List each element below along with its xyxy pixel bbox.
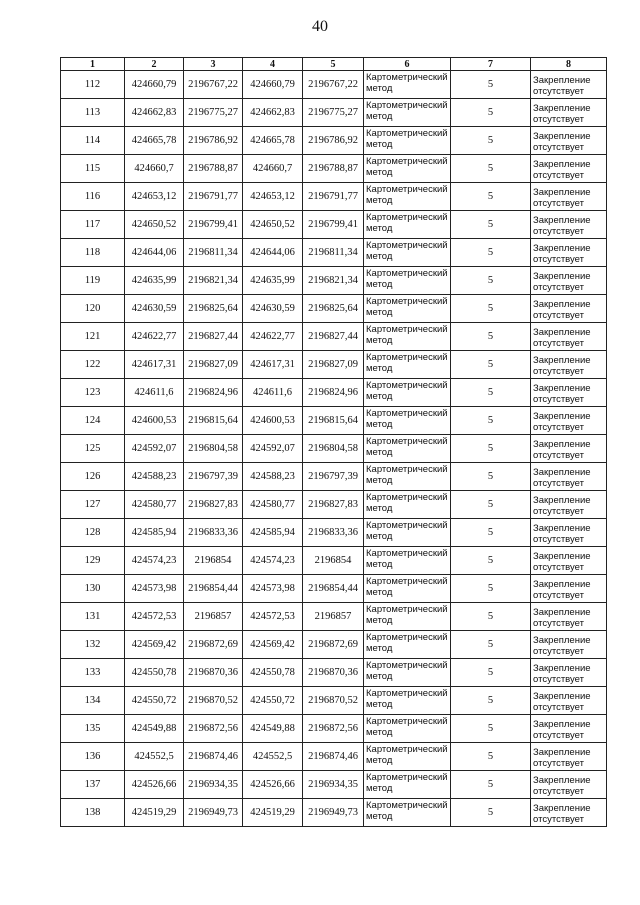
x-coordinate-cell: 424588,23 [243,463,303,491]
y-coordinate-cell: 2196775,27 [184,99,243,127]
accuracy-cell: 5 [451,407,531,435]
fixation-cell: Закрепление отсутствует [531,71,607,99]
method-cell: Картометрический метод [364,267,451,295]
x-coordinate-cell: 424549,88 [243,715,303,743]
x-coordinate-cell: 424635,99 [243,267,303,295]
fixation-cell: Закрепление отсутствует [531,491,607,519]
accuracy-cell: 5 [451,547,531,575]
point-number-cell: 122 [61,351,125,379]
point-number-cell: 116 [61,183,125,211]
column-header: 6 [364,58,451,71]
fixation-cell: Закрепление отсутствует [531,715,607,743]
accuracy-cell: 5 [451,463,531,491]
y-coordinate-cell: 2196824,96 [303,379,364,407]
y-coordinate-cell: 2196827,44 [303,323,364,351]
x-coordinate-cell: 424550,78 [125,659,184,687]
accuracy-cell: 5 [451,351,531,379]
y-coordinate-cell: 2196791,77 [184,183,243,211]
x-coordinate-cell: 424630,59 [125,295,184,323]
x-coordinate-cell: 424644,06 [243,239,303,267]
accuracy-cell: 5 [451,379,531,407]
column-header: 1 [61,58,125,71]
x-coordinate-cell: 424552,5 [243,743,303,771]
x-coordinate-cell: 424622,77 [125,323,184,351]
table-row [61,351,607,379]
x-coordinate-cell: 424573,98 [125,575,184,603]
x-coordinate-cell: 424573,98 [243,575,303,603]
column-header: 8 [531,58,607,71]
x-coordinate-cell: 424630,59 [243,295,303,323]
point-number-cell: 138 [61,799,125,827]
accuracy-cell: 5 [451,575,531,603]
point-number-cell: 130 [61,575,125,603]
y-coordinate-cell: 2196870,52 [303,687,364,715]
y-coordinate-cell: 2196854,44 [184,575,243,603]
method-cell: Картометрический метод [364,127,451,155]
method-cell: Картометрический метод [364,687,451,715]
method-cell: Картометрический метод [364,491,451,519]
table-row [61,491,607,519]
x-coordinate-cell: 424519,29 [125,799,184,827]
point-number-cell: 129 [61,547,125,575]
x-coordinate-cell: 424600,53 [243,407,303,435]
y-coordinate-cell: 2196788,87 [303,155,364,183]
x-coordinate-cell: 424580,77 [243,491,303,519]
point-number-cell: 117 [61,211,125,239]
x-coordinate-cell: 424650,52 [243,211,303,239]
fixation-cell: Закрепление отсутствует [531,211,607,239]
x-coordinate-cell: 424550,72 [243,687,303,715]
y-coordinate-cell: 2196874,46 [184,743,243,771]
y-coordinate-cell: 2196797,39 [184,463,243,491]
accuracy-cell: 5 [451,127,531,155]
table-row [61,659,607,687]
y-coordinate-cell: 2196804,58 [303,435,364,463]
accuracy-cell: 5 [451,71,531,99]
y-coordinate-cell: 2196799,41 [303,211,364,239]
y-coordinate-cell: 2196827,44 [184,323,243,351]
x-coordinate-cell: 424550,72 [125,687,184,715]
point-number-cell: 121 [61,323,125,351]
point-number-cell: 113 [61,99,125,127]
column-header: 4 [243,58,303,71]
method-cell: Картометрический метод [364,211,451,239]
y-coordinate-cell: 2196854,44 [303,575,364,603]
table-row [61,323,607,351]
method-cell: Картометрический метод [364,295,451,323]
accuracy-cell: 5 [451,239,531,267]
table-row [61,547,607,575]
page-number: 40 [312,18,328,35]
x-coordinate-cell: 424662,83 [125,99,184,127]
point-number-cell: 124 [61,407,125,435]
x-coordinate-cell: 424526,66 [125,771,184,799]
fixation-cell: Закрепление отсутствует [531,99,607,127]
y-coordinate-cell: 2196857 [303,603,364,631]
y-coordinate-cell: 2196827,83 [184,491,243,519]
method-cell: Картометрический метод [364,435,451,463]
x-coordinate-cell: 424653,12 [243,183,303,211]
y-coordinate-cell: 2196815,64 [184,407,243,435]
point-number-cell: 132 [61,631,125,659]
y-coordinate-cell: 2196854 [184,547,243,575]
fixation-cell: Закрепление отсутствует [531,155,607,183]
method-cell: Картометрический метод [364,547,451,575]
column-header: 5 [303,58,364,71]
x-coordinate-cell: 424665,78 [243,127,303,155]
header-row [61,58,607,71]
accuracy-cell: 5 [451,267,531,295]
x-coordinate-cell: 424660,79 [243,71,303,99]
method-cell: Картометрический метод [364,407,451,435]
x-coordinate-cell: 424592,07 [125,435,184,463]
method-cell: Картометрический метод [364,603,451,631]
y-coordinate-cell: 2196827,09 [303,351,364,379]
accuracy-cell: 5 [451,687,531,715]
point-number-cell: 137 [61,771,125,799]
x-coordinate-cell: 424622,77 [243,323,303,351]
fixation-cell: Закрепление отсутствует [531,575,607,603]
fixation-cell: Закрепление отсутствует [531,547,607,575]
y-coordinate-cell: 2196767,22 [303,71,364,99]
table-row [61,771,607,799]
y-coordinate-cell: 2196872,69 [303,631,364,659]
accuracy-cell: 5 [451,715,531,743]
table-row [61,295,607,323]
table-row [61,155,607,183]
point-number-cell: 126 [61,463,125,491]
x-coordinate-cell: 424569,42 [243,631,303,659]
fixation-cell: Закрепление отсутствует [531,127,607,155]
table-row [61,435,607,463]
point-number-cell: 120 [61,295,125,323]
y-coordinate-cell: 2196934,35 [184,771,243,799]
column-header: 3 [184,58,243,71]
accuracy-cell: 5 [451,771,531,799]
fixation-cell: Закрепление отсутствует [531,239,607,267]
point-number-cell: 114 [61,127,125,155]
accuracy-cell: 5 [451,183,531,211]
table-row [61,687,607,715]
fixation-cell: Закрепление отсутствует [531,267,607,295]
y-coordinate-cell: 2196874,46 [303,743,364,771]
table-row [61,183,607,211]
y-coordinate-cell: 2196811,34 [184,239,243,267]
fixation-cell: Закрепление отсутствует [531,183,607,211]
column-header: 7 [451,58,531,71]
accuracy-cell: 5 [451,603,531,631]
method-cell: Картометрический метод [364,463,451,491]
x-coordinate-cell: 424650,52 [125,211,184,239]
point-number-cell: 134 [61,687,125,715]
accuracy-cell: 5 [451,743,531,771]
y-coordinate-cell: 2196804,58 [184,435,243,463]
table-row [61,463,607,491]
fixation-cell: Закрепление отсутствует [531,743,607,771]
accuracy-cell: 5 [451,323,531,351]
fixation-cell: Закрепление отсутствует [531,463,607,491]
table-header [61,58,607,71]
table-row [61,267,607,295]
x-coordinate-cell: 424665,78 [125,127,184,155]
table-row [61,407,607,435]
x-coordinate-cell: 424569,42 [125,631,184,659]
table-row [61,603,607,631]
x-coordinate-cell: 424519,29 [243,799,303,827]
x-coordinate-cell: 424580,77 [125,491,184,519]
y-coordinate-cell: 2196949,73 [184,799,243,827]
method-cell: Картометрический метод [364,239,451,267]
method-cell: Картометрический метод [364,743,451,771]
x-coordinate-cell: 424574,23 [243,547,303,575]
table-row [61,211,607,239]
y-coordinate-cell: 2196870,52 [184,687,243,715]
table-row [61,575,607,603]
method-cell: Картометрический метод [364,351,451,379]
method-cell: Картометрический метод [364,575,451,603]
y-coordinate-cell: 2196870,36 [184,659,243,687]
method-cell: Картометрический метод [364,183,451,211]
table-row [61,379,607,407]
y-coordinate-cell: 2196799,41 [184,211,243,239]
fixation-cell: Закрепление отсутствует [531,519,607,547]
x-coordinate-cell: 424660,7 [125,155,184,183]
x-coordinate-cell: 424617,31 [243,351,303,379]
y-coordinate-cell: 2196775,27 [303,99,364,127]
x-coordinate-cell: 424585,94 [125,519,184,547]
x-coordinate-cell: 424574,23 [125,547,184,575]
y-coordinate-cell: 2196872,56 [303,715,364,743]
method-cell: Картометрический метод [364,155,451,183]
x-coordinate-cell: 424644,06 [125,239,184,267]
fixation-cell: Закрепление отсутствует [531,295,607,323]
fixation-cell: Закрепление отсутствует [531,407,607,435]
accuracy-cell: 5 [451,491,531,519]
accuracy-cell: 5 [451,211,531,239]
point-number-cell: 112 [61,71,125,99]
point-number-cell: 135 [61,715,125,743]
column-header: 2 [125,58,184,71]
table-row [61,715,607,743]
y-coordinate-cell: 2196788,87 [184,155,243,183]
x-coordinate-cell: 424600,53 [125,407,184,435]
y-coordinate-cell: 2196872,69 [184,631,243,659]
method-cell: Картометрический метод [364,323,451,351]
x-coordinate-cell: 424635,99 [125,267,184,295]
y-coordinate-cell: 2196827,83 [303,491,364,519]
point-number-cell: 128 [61,519,125,547]
accuracy-cell: 5 [451,295,531,323]
y-coordinate-cell: 2196786,92 [303,127,364,155]
point-number-cell: 125 [61,435,125,463]
point-number-cell: 133 [61,659,125,687]
y-coordinate-cell: 2196791,77 [303,183,364,211]
fixation-cell: Закрепление отсутствует [531,351,607,379]
method-cell: Картометрический метод [364,99,451,127]
y-coordinate-cell: 2196833,36 [303,519,364,547]
method-cell: Картометрический метод [364,519,451,547]
fixation-cell: Закрепление отсутствует [531,435,607,463]
x-coordinate-cell: 424572,53 [243,603,303,631]
y-coordinate-cell: 2196797,39 [303,463,364,491]
coordinates-table [60,57,607,827]
method-cell: Картометрический метод [364,771,451,799]
y-coordinate-cell: 2196870,36 [303,659,364,687]
method-cell: Картометрический метод [364,71,451,99]
table-row [61,71,607,99]
x-coordinate-cell: 424585,94 [243,519,303,547]
table-row [61,799,607,827]
fixation-cell: Закрепление отсутствует [531,659,607,687]
y-coordinate-cell: 2196854 [303,547,364,575]
point-number-cell: 136 [61,743,125,771]
accuracy-cell: 5 [451,631,531,659]
y-coordinate-cell: 2196825,64 [303,295,364,323]
y-coordinate-cell: 2196833,36 [184,519,243,547]
x-coordinate-cell: 424526,66 [243,771,303,799]
y-coordinate-cell: 2196872,56 [184,715,243,743]
accuracy-cell: 5 [451,659,531,687]
accuracy-cell: 5 [451,99,531,127]
method-cell: Картометрический метод [364,631,451,659]
x-coordinate-cell: 424653,12 [125,183,184,211]
accuracy-cell: 5 [451,799,531,827]
fixation-cell: Закрепление отсутствует [531,799,607,827]
y-coordinate-cell: 2196815,64 [303,407,364,435]
fixation-cell: Закрепление отсутствует [531,603,607,631]
y-coordinate-cell: 2196767,22 [184,71,243,99]
table-row [61,239,607,267]
method-cell: Картометрический метод [364,659,451,687]
x-coordinate-cell: 424550,78 [243,659,303,687]
method-cell: Картометрический метод [364,379,451,407]
accuracy-cell: 5 [451,155,531,183]
point-number-cell: 115 [61,155,125,183]
x-coordinate-cell: 424611,6 [243,379,303,407]
x-coordinate-cell: 424662,83 [243,99,303,127]
table-row [61,127,607,155]
x-coordinate-cell: 424617,31 [125,351,184,379]
fixation-cell: Закрепление отсутствует [531,631,607,659]
y-coordinate-cell: 2196825,64 [184,295,243,323]
x-coordinate-cell: 424588,23 [125,463,184,491]
y-coordinate-cell: 2196821,34 [184,267,243,295]
method-cell: Картометрический метод [364,715,451,743]
fixation-cell: Закрепление отсутствует [531,687,607,715]
y-coordinate-cell: 2196949,73 [303,799,364,827]
point-number-cell: 127 [61,491,125,519]
y-coordinate-cell: 2196786,92 [184,127,243,155]
y-coordinate-cell: 2196827,09 [184,351,243,379]
point-number-cell: 131 [61,603,125,631]
accuracy-cell: 5 [451,519,531,547]
x-coordinate-cell: 424572,53 [125,603,184,631]
point-number-cell: 123 [61,379,125,407]
point-number-cell: 118 [61,239,125,267]
y-coordinate-cell: 2196824,96 [184,379,243,407]
fixation-cell: Закрепление отсутствует [531,379,607,407]
x-coordinate-cell: 424660,7 [243,155,303,183]
table-row [61,519,607,547]
x-coordinate-cell: 424592,07 [243,435,303,463]
x-coordinate-cell: 424660,79 [125,71,184,99]
table-row [61,631,607,659]
y-coordinate-cell: 2196821,34 [303,267,364,295]
x-coordinate-cell: 424552,5 [125,743,184,771]
x-coordinate-cell: 424611,6 [125,379,184,407]
accuracy-cell: 5 [451,435,531,463]
y-coordinate-cell: 2196857 [184,603,243,631]
fixation-cell: Закрепление отсутствует [531,771,607,799]
y-coordinate-cell: 2196811,34 [303,239,364,267]
table-row [61,743,607,771]
fixation-cell: Закрепление отсутствует [531,323,607,351]
method-cell: Картометрический метод [364,799,451,827]
point-number-cell: 119 [61,267,125,295]
table-row [61,99,607,127]
x-coordinate-cell: 424549,88 [125,715,184,743]
table-body [61,71,607,827]
y-coordinate-cell: 2196934,35 [303,771,364,799]
